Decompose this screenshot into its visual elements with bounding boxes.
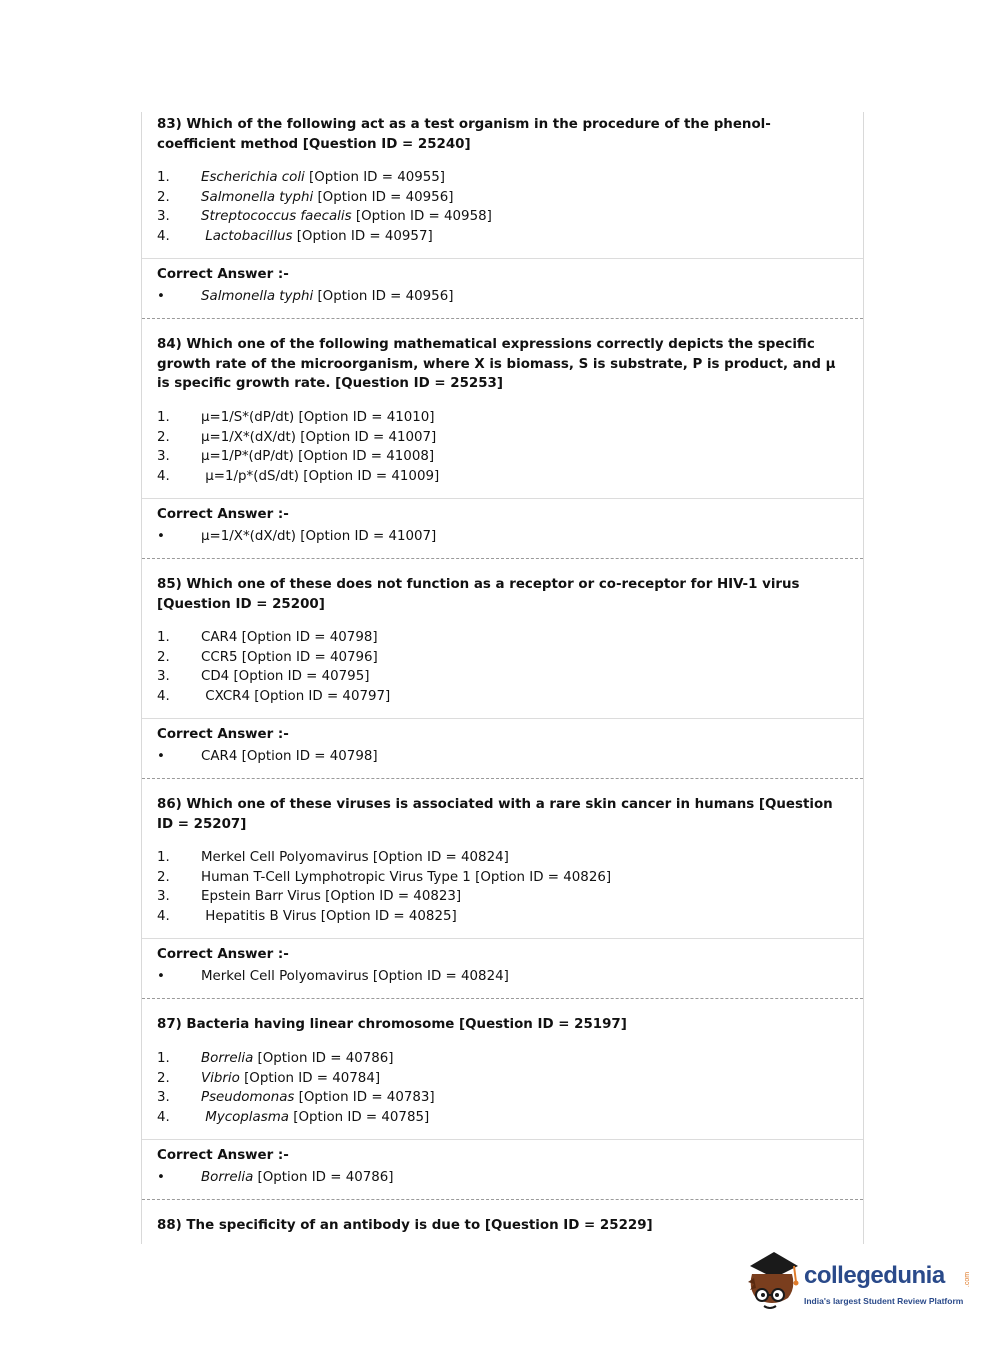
correct-answer-label: Correct Answer :-	[157, 507, 289, 522]
divider	[142, 718, 863, 719]
option-item: 4. Lactobacillus [Option ID = 40957]	[157, 228, 433, 244]
option-item: 2. Salmonella typhi [Option ID = 40956]	[157, 189, 454, 205]
question-text: 84) Which one of the following mathematical expressions correctly depicts the specific growth rate of the microorganism, where X is biomass, S is substrate, P is product, and μ is specific growth rate. [Question ID = 25253]	[157, 337, 836, 391]
option-list	[157, 168, 492, 246]
option-item: 4. CXCR4 [Option ID = 40797]	[157, 688, 391, 704]
brand-name: collegedunia	[804, 1262, 945, 1289]
question-separator	[142, 778, 863, 779]
question-text: 83) Which of the following act as a test organism in the procedure of the phenol-coefficient method [Question ID = 25240]	[157, 117, 771, 152]
option-list	[157, 1049, 435, 1127]
option-item: 3. CD4 [Option ID = 40795]	[157, 669, 370, 685]
question-separator	[142, 1199, 863, 1200]
question-separator	[142, 558, 863, 559]
correct-answer-label: Correct Answer :-	[157, 267, 289, 282]
option-item: 3. μ=1/P*(dP/dt) [Option ID = 41008]	[157, 449, 435, 465]
option-item: 1. μ=1/S*(dP/dt) [Option ID = 41010]	[157, 410, 435, 425]
correct-answer-value: • CAR4 [Option ID = 40798]	[157, 749, 378, 764]
correct-answer-label: Correct Answer :-	[157, 1148, 289, 1163]
question-text: 86) Which one of these viruses is associated with a rare skin cancer in humans [Question ID = 25207]	[157, 797, 833, 832]
correct-answer-value: • μ=1/X*(dX/dt) [Option ID = 41007]	[157, 529, 437, 544]
divider	[142, 498, 863, 499]
correct-answer-value: • Salmonella typhi [Option ID = 40956]	[157, 289, 454, 304]
brand-domain: .com	[964, 1271, 972, 1288]
collegedunia-logo	[742, 1248, 972, 1316]
option-item: 3. Epstein Barr Virus [Option ID = 40823]	[157, 889, 462, 905]
option-item: 1. Escherichia coli [Option ID = 40955]	[157, 170, 446, 185]
option-item: 2. μ=1/X*(dX/dt) [Option ID = 41007]	[157, 429, 437, 445]
option-item: 1. Borrelia [Option ID = 40786]	[157, 1051, 394, 1066]
brand-tagline: India's largest Student Review Platform	[804, 1296, 964, 1306]
question-text-88: 88) The specificity of an antibody is due to [Question ID = 25229]	[157, 1218, 653, 1233]
mascot-icon	[742, 1248, 802, 1316]
option-item: 4. μ=1/p*(dS/dt) [Option ID = 41009]	[157, 468, 440, 484]
option-item: 2. Vibrio [Option ID = 40784]	[157, 1070, 381, 1086]
question-paper	[141, 112, 864, 1244]
option-item: 4. Hepatitis B Virus [Option ID = 40825]	[157, 908, 457, 924]
correct-answer-value: • Merkel Cell Polyomavirus [Option ID = 40824]	[157, 969, 509, 984]
question-separator	[142, 318, 863, 319]
option-item: 2. Human T-Cell Lymphotropic Virus Type 1 [Option ID = 40826]	[157, 869, 612, 885]
option-list	[157, 848, 611, 926]
option-item: 4. Mycoplasma [Option ID = 40785]	[157, 1109, 430, 1125]
option-list	[157, 628, 390, 706]
option-item: 3. Streptococcus faecalis [Option ID = 40958]	[157, 209, 492, 225]
option-item: 2. CCR5 [Option ID = 40796]	[157, 649, 378, 665]
question-separator	[142, 998, 863, 999]
option-item: 3. Pseudomonas [Option ID = 40783]	[157, 1090, 435, 1106]
question-text: 87) Bacteria having linear chromosome [Question ID = 25197]	[157, 1017, 627, 1032]
divider	[142, 258, 863, 259]
correct-answer-label: Correct Answer :-	[157, 727, 289, 742]
option-list	[157, 408, 439, 486]
option-item: 1. CAR4 [Option ID = 40798]	[157, 630, 378, 645]
divider	[142, 938, 863, 939]
question-text: 85) Which one of these does not function as a receptor or co-receptor for HIV-1 virus [Question ID = 25200]	[157, 577, 800, 612]
correct-answer-label: Correct Answer :-	[157, 947, 289, 962]
option-item: 1. Merkel Cell Polyomavirus [Option ID = 40824]	[157, 850, 509, 865]
divider	[142, 1139, 863, 1140]
correct-answer-value: • Borrelia [Option ID = 40786]	[157, 1170, 394, 1185]
